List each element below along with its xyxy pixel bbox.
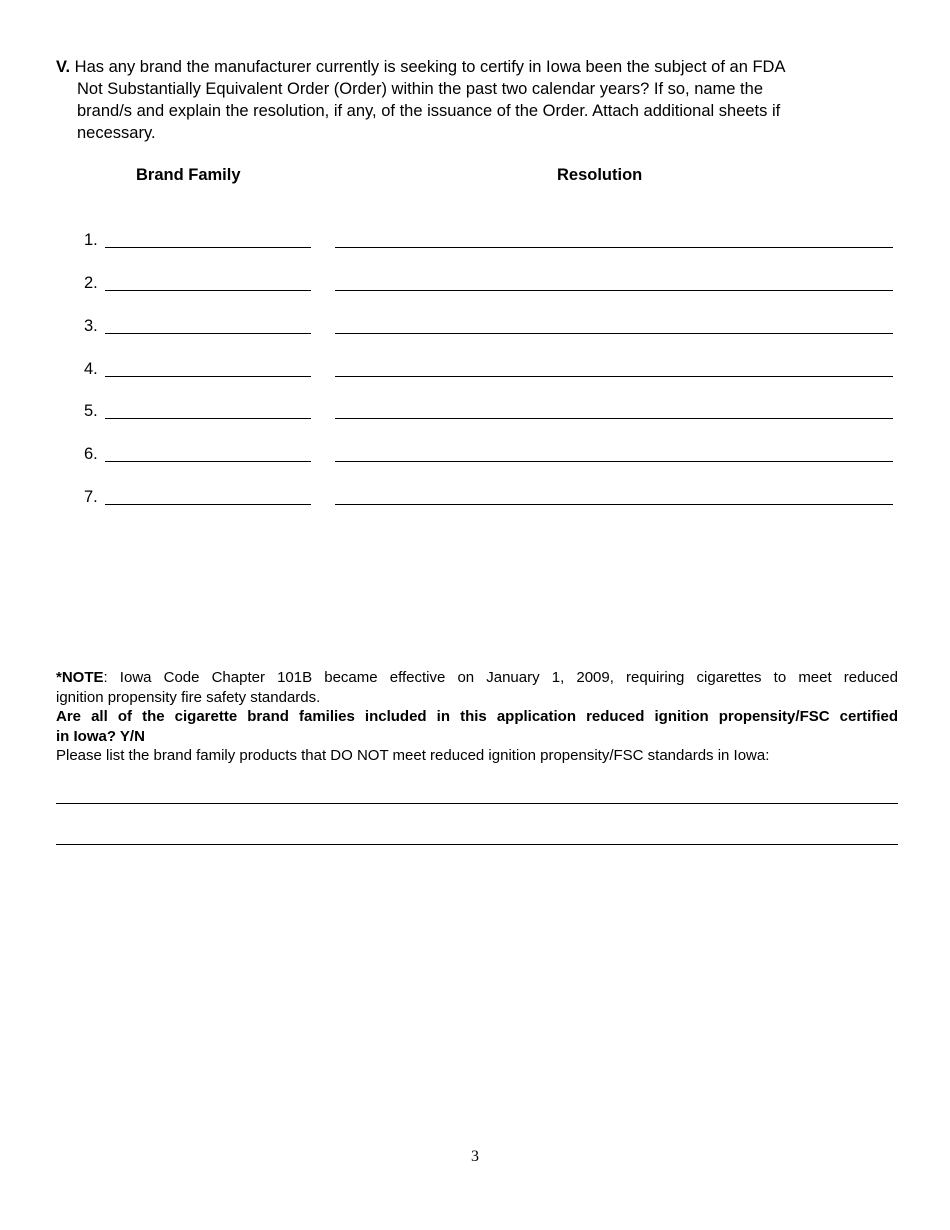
brand-family-blank[interactable]	[105, 418, 311, 419]
resolution-blank[interactable]	[335, 418, 893, 419]
question-line-1	[56, 56, 896, 78]
note-line-2: ignition propensity fire safety standards.	[56, 688, 321, 706]
resolution-blank[interactable]	[335, 333, 893, 334]
row-number: 1.	[84, 231, 98, 249]
brand-family-blank[interactable]	[105, 461, 311, 462]
non-compliant-blank-1[interactable]	[56, 803, 898, 804]
brand-family-blank[interactable]	[105, 290, 311, 291]
brand-family-header: Brand Family	[136, 166, 241, 184]
question-line-4: necessary.	[77, 124, 156, 142]
brand-family-blank[interactable]	[105, 333, 311, 334]
table-row	[0, 229, 950, 251]
resolution-blank[interactable]	[335, 461, 893, 462]
table-row	[0, 358, 950, 380]
question-v	[56, 56, 896, 144]
brand-family-blank[interactable]	[105, 247, 311, 248]
table-row	[0, 443, 950, 465]
fsc-question-line-2: in Iowa? Y/N	[56, 727, 145, 745]
fire-safety-note	[56, 668, 898, 766]
note-label: *NOTE	[56, 669, 104, 686]
page-number: 3	[471, 1148, 479, 1165]
non-compliant-blank-2[interactable]	[56, 844, 898, 845]
resolution-blank[interactable]	[335, 376, 893, 377]
note-line-1	[56, 668, 898, 688]
question-line-3: brand/s and explain the resolution, if any, of the issuance of the Order. Attach additional sheets if	[77, 102, 781, 120]
row-number: 7.	[84, 488, 98, 506]
question-number: V.	[56, 58, 71, 76]
table-row	[0, 400, 950, 422]
resolution-blank[interactable]	[335, 290, 893, 291]
brand-family-blank[interactable]	[105, 376, 311, 377]
fsc-question-line-1: Are all of the cigarette brand families included in this application reduced ignition propensity/FSC certified	[56, 708, 898, 725]
resolution-blank[interactable]	[335, 247, 893, 248]
table-row	[0, 315, 950, 337]
row-number: 4.	[84, 360, 98, 378]
resolution-header: Resolution	[557, 166, 643, 184]
brand-family-blank[interactable]	[105, 504, 311, 505]
row-number: 2.	[84, 274, 98, 292]
table-row	[0, 486, 950, 508]
row-number: 6.	[84, 445, 98, 463]
resolution-blank[interactable]	[335, 504, 893, 505]
note-text-1: : Iowa Code Chapter 101B became effective on January 1, 2009, requiring cigarettes to meet reduced	[103, 669, 898, 686]
table-row	[0, 272, 950, 294]
row-number: 3.	[84, 317, 98, 335]
question-line-2: Not Substantially Equivalent Order (Order) within the past two calendar years? If so, name the	[77, 80, 763, 98]
row-number: 5.	[84, 402, 98, 420]
non-compliant-instruction: Please list the brand family products that DO NOT meet reduced ignition propensity/FSC standards in Iowa:	[56, 747, 770, 764]
question-text-1: Has any brand the manufacturer currently is seeking to certify in Iowa been the subject of an FDA	[74, 58, 786, 76]
